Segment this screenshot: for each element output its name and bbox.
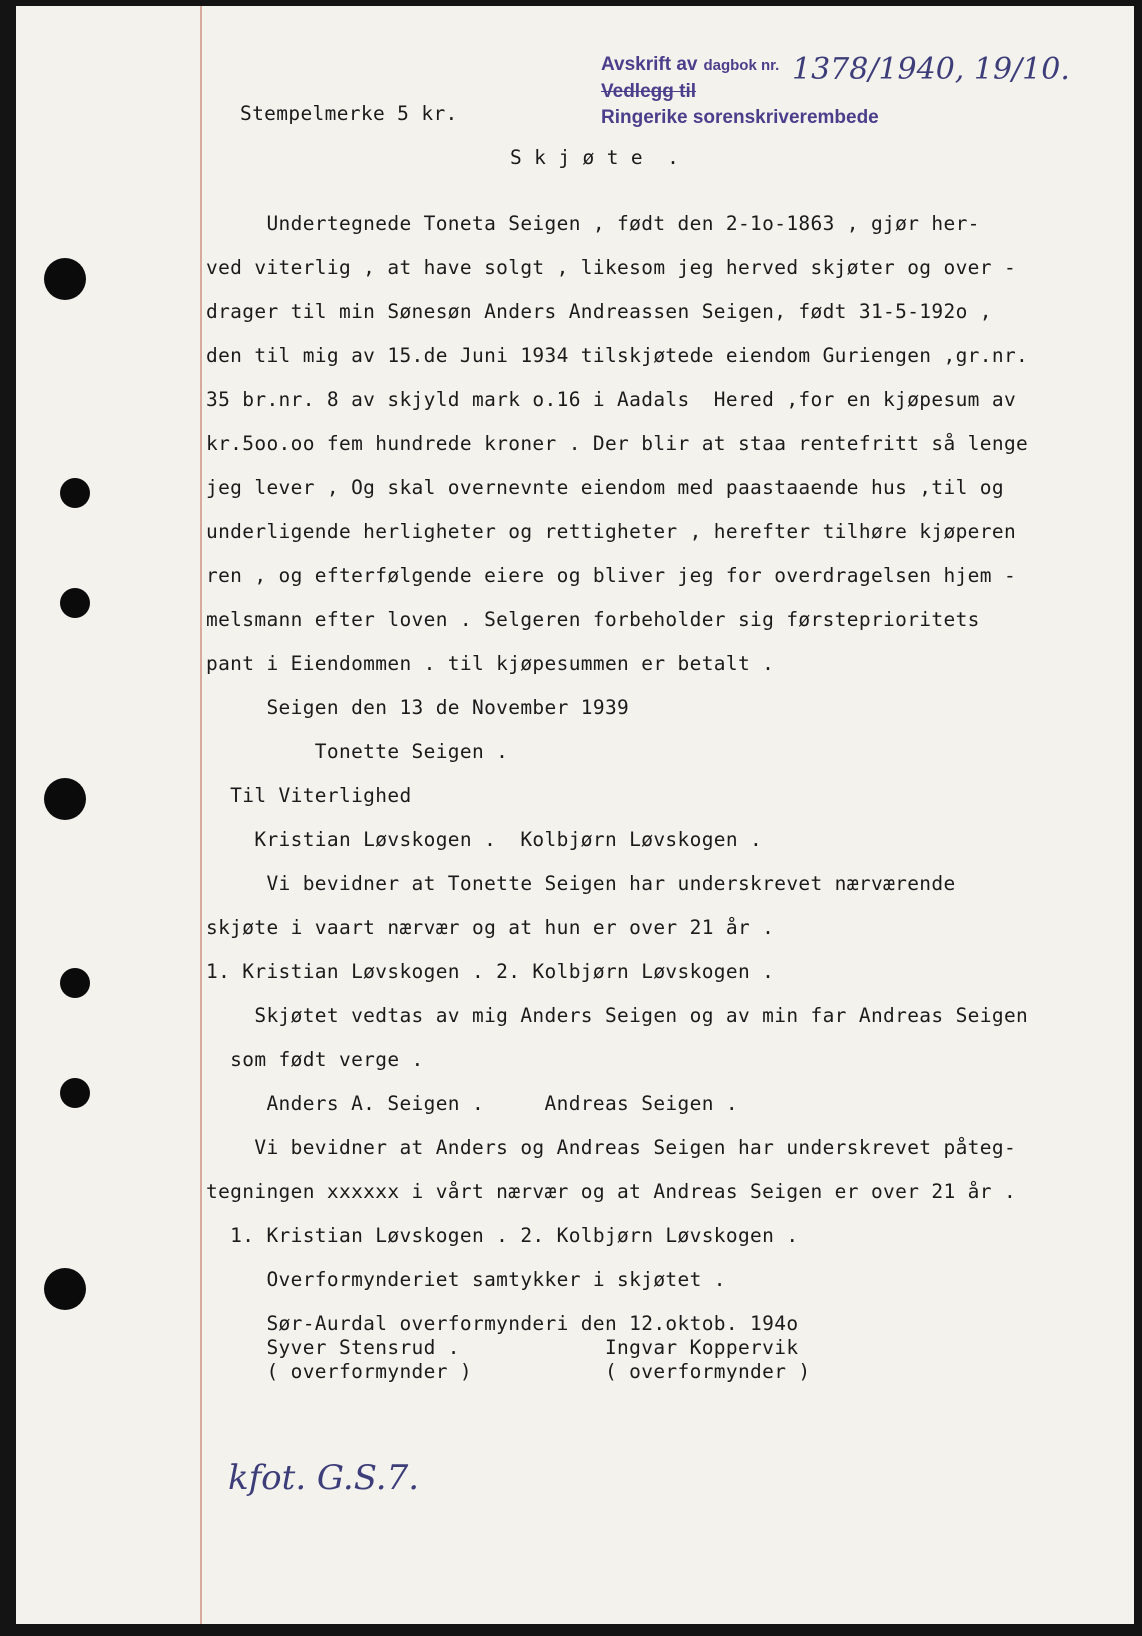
body-line: Overformynderiet samtykker i skjøtet .: [206, 1268, 726, 1291]
body-line: tegningen xxxxxx i vårt nærvær og at Andreas Seigen er over 21 år .: [206, 1180, 1017, 1203]
punch-hole: [60, 1078, 90, 1108]
body-line: den til mig av 15.de Juni 1934 tilskjøtede eiendom Guriengen ,gr.nr.: [206, 344, 1029, 367]
body-line: melsmann efter loven . Selgeren forbeholder sig førsteprioritets: [206, 608, 980, 631]
body-line: 1. Kristian Løvskogen . 2. Kolbjørn Løvskogen .: [206, 960, 775, 983]
signature-mark-handwritten: kfot. G.S.7.: [228, 1458, 420, 1498]
body-line: underligende herligheter og rettigheter , herefter tilhøre kjøperen: [206, 520, 1017, 543]
body-line: som født verge .: [206, 1048, 424, 1071]
body-line: 1. Kristian Løvskogen . 2. Kolbjørn Løvskogen .: [206, 1224, 799, 1247]
body-line: 35 br.nr. 8 av skjyld mark o.16 i Aadals Hered ,for en kjøpesum av: [206, 388, 1017, 411]
body-line: Vi bevidner at Anders og Andreas Seigen har underskrevet påteg-: [206, 1136, 1017, 1159]
stamp-line-3: Ringerike sorenskriverembede: [601, 107, 879, 128]
stamp-line-2: Vedlegg til: [601, 81, 697, 102]
stamp-line-1b: dagbok nr.: [703, 57, 780, 74]
body-line: Kristian Løvskogen . Kolbjørn Løvskogen .: [206, 828, 763, 851]
document-title: S k j ø t e .: [510, 146, 680, 169]
punch-hole: [44, 258, 86, 300]
body-line: Til Viterlighed: [206, 784, 412, 807]
body-line: drager til min Sønesøn Anders Andreassen Seigen, født 31-5-192o ,: [206, 300, 992, 323]
stamp-note: Stempelmerke 5 kr.: [240, 102, 458, 125]
punch-hole: [44, 778, 86, 820]
body-line: Undertegnede Toneta Seigen , født den 2-1o-1863 , gjør her-: [206, 212, 980, 235]
body-line: kr.5oo.oo fem hundrede kroner . Der blir at staa rentefritt så lenge: [206, 432, 1029, 455]
body-line: Syver Stensrud . Ingvar Koppervik: [206, 1336, 799, 1359]
body-line: pant i Eiendommen . til kjøpesummen er betalt .: [206, 652, 775, 675]
body-line: jeg lever , Og skal overnevnte eiendom med paastaaende hus ,til og: [206, 476, 1004, 499]
body-line: Vi bevidner at Tonette Seigen har underskrevet nærværende: [206, 872, 956, 895]
body-line: Sør-Aurdal overformynderi den 12.oktob. 194o: [206, 1312, 799, 1335]
body-line: Tonette Seigen .: [206, 740, 509, 763]
body-line: ( overformynder ) ( overformynder ): [206, 1360, 811, 1383]
journal-number-handwritten: 1378/1940, 19/10.: [792, 52, 1070, 87]
body-line: ved viterlig , at have solgt , likesom jeg herved skjøter og over -: [206, 256, 1017, 279]
body-line: skjøte i vaart nærvær og at hun er over 21 år .: [206, 916, 775, 939]
punch-hole: [60, 478, 90, 508]
body-line: Anders A. Seigen . Andreas Seigen .: [206, 1092, 738, 1115]
punch-hole: [60, 588, 90, 618]
body-line: ren , og efterfølgende eiere og bliver jeg for overdragelsen hjem -: [206, 564, 1017, 587]
punch-hole: [60, 968, 90, 998]
stamp-line-1a: Avskrift av: [601, 54, 698, 75]
document-page: [16, 6, 1134, 1624]
punch-hole: [44, 1268, 86, 1310]
body-line: Skjøtet vedtas av mig Anders Seigen og av min far Andreas Seigen: [206, 1004, 1029, 1027]
body-line: Seigen den 13 de November 1939: [206, 696, 630, 719]
margin-line: [200, 6, 202, 1624]
